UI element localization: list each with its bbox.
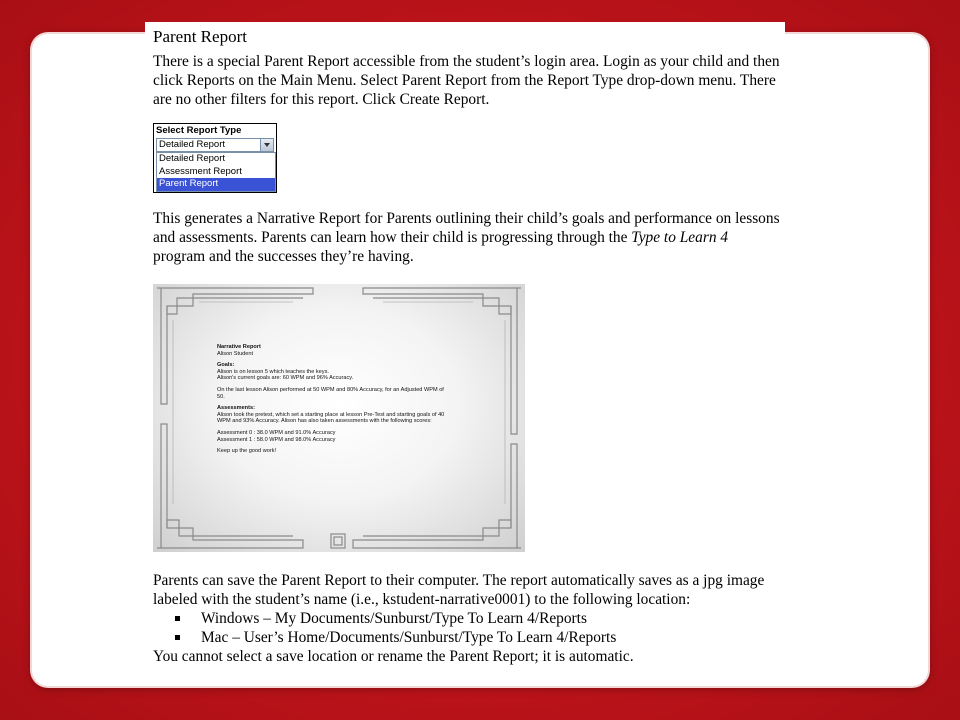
windows-path: Windows – My Documents/Sunburst/Type To Learn 4/Reports [201, 610, 587, 627]
assessment-1: Assessment 1 : 58.0 WPM and 98.0% Accuracy [217, 436, 336, 443]
goals-line-1: Alison is on lesson 5 which teaches the keys. [217, 368, 329, 375]
narrative-paragraph [153, 209, 781, 266]
assessment-0: Assessment 0 : 38.0 WPM and 91.0% Accuracy [217, 429, 336, 436]
report-title: Narrative Report [217, 344, 261, 350]
assessments-heading: Assessments: [217, 405, 255, 412]
report-student: Alison Student [217, 350, 254, 357]
closing-text: Keep up the good work! [217, 448, 277, 455]
dropdown-select[interactable] [156, 138, 274, 152]
assessments-text: Alison took the pretest, which set a starting place at lesson Pre-Test and starting goals of 40 WPM and 93% Accuracy. Alison has also taken assessments with the following scores: [217, 411, 445, 425]
intro-paragraph: There is a special Parent Report accessible from the student’s login area. Login as your child and then click Reports on the Main Menu. Select Parent Report from the Report Type drop-down menu. There are no other filters for this report. Click Create Report. [153, 53, 780, 108]
report-content [217, 344, 447, 455]
narrative-text-a: This generates a Narrative Report for Parents outlining their child’s goals and performance on lessons and assessments. Parents can learn how their child is progressing through the [153, 210, 780, 246]
closing-paragraph: You cannot select a save location or rename the Parent Report; it is automatic. [153, 648, 634, 665]
page-title: Parent Report [153, 27, 247, 46]
dropdown-option-detailed[interactable]: Detailed Report [159, 153, 226, 164]
program-name: Type to Learn 4 [631, 229, 729, 246]
bullet-square-icon [175, 616, 180, 621]
dropdown-selected-value: Detailed Report [159, 139, 226, 150]
mac-path: Mac – User’s Home/Documents/Sunburst/Type To Learn 4/Reports [201, 629, 617, 646]
list-item [153, 628, 781, 647]
report-type-dropdown [153, 123, 277, 193]
goals-line-2: Alison's current goals are: 60 WPM and 96% Accuracy. [217, 375, 354, 382]
dropdown-options [156, 152, 276, 192]
document-page [145, 22, 785, 670]
save-paragraph: Parents can save the Parent Report to their computer. The report automatically saves as a jpg image labeled with the student’s name (i.e., kstudent-narrative0001) to the following location: [153, 572, 765, 608]
dropdown-label: Select Report Type [156, 125, 242, 136]
chevron-down-icon[interactable] [260, 139, 273, 151]
bullet-square-icon [175, 635, 180, 640]
dropdown-option-parent[interactable]: Parent Report [157, 178, 275, 191]
goals-heading: Goals: [217, 362, 235, 369]
list-item [153, 609, 781, 628]
save-locations-list [153, 609, 781, 647]
narrative-text-b: program and the successes they’re having. [153, 248, 414, 265]
dropdown-option-assessment[interactable]: Assessment Report [159, 165, 242, 177]
narrative-report-image [153, 284, 525, 552]
last-lesson-text: On the last lesson Alison performed at 50 WPM and 80% Accuracy, for an Adjusted WPM of 50. [217, 386, 444, 400]
